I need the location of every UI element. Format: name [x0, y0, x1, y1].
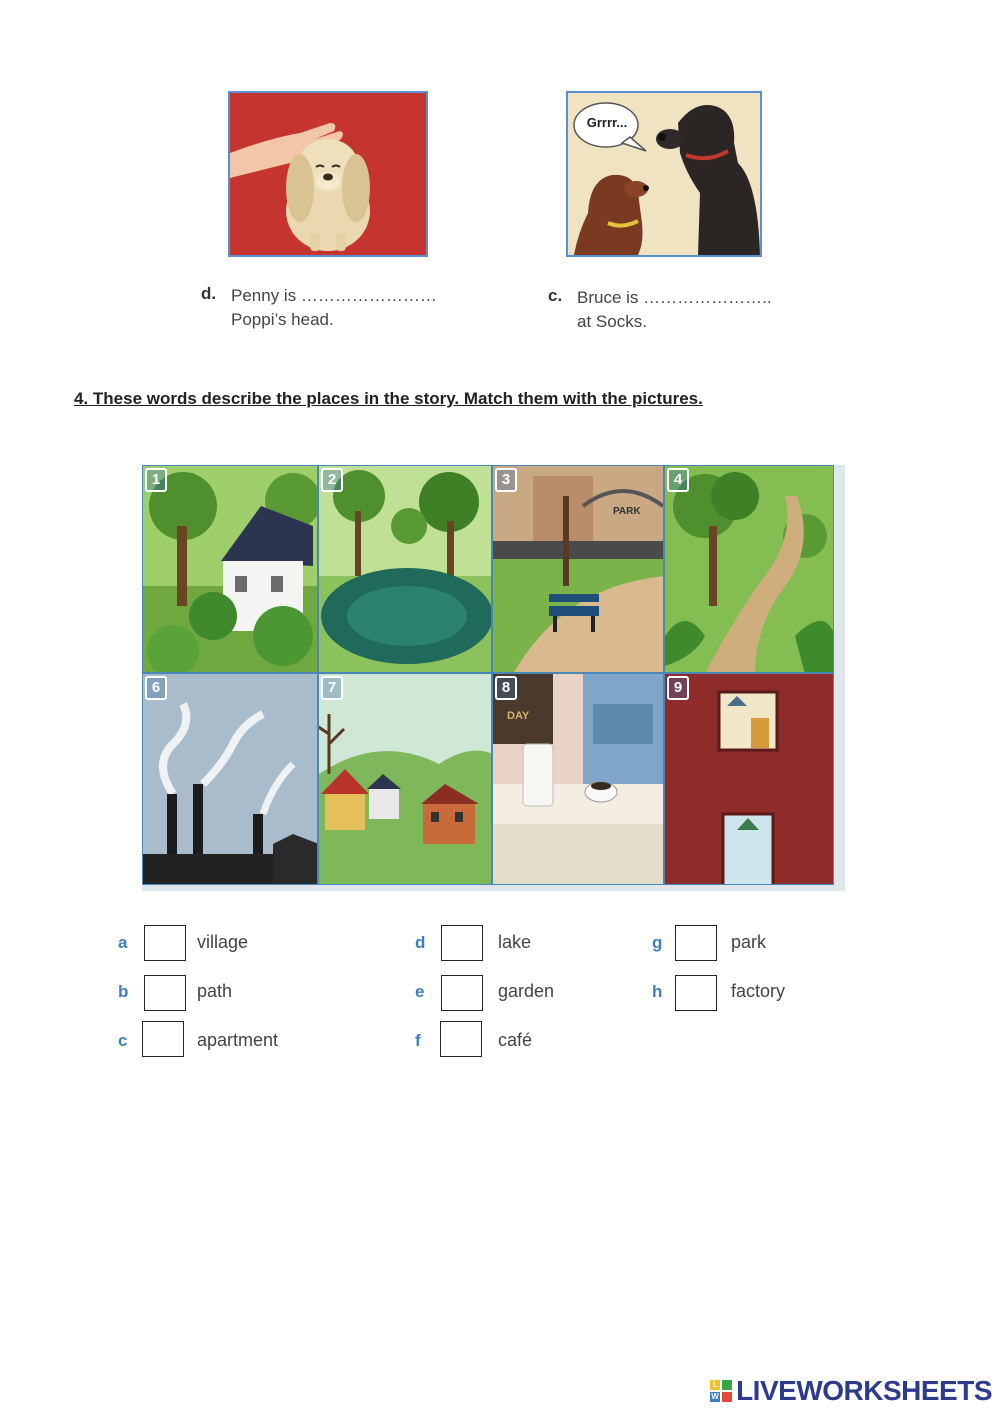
answer-g-letter: g [652, 933, 663, 952]
answer-h-box[interactable] [675, 975, 717, 1011]
answer-a-letter: a [118, 933, 128, 952]
answer-f-box[interactable] [440, 1021, 482, 1057]
grid-cell-8 [492, 673, 664, 885]
answer-b-letter: b [118, 982, 129, 1001]
question-c-line1: Bruce is ………………….. [577, 288, 772, 307]
answer-a-box[interactable] [144, 925, 186, 961]
answer-e-box[interactable] [441, 975, 483, 1011]
logo-mark-icon: L W [710, 1380, 732, 1402]
grid-cell-7 [318, 673, 492, 885]
grid-number-9: 9 [667, 676, 689, 700]
grid-number-8: 8 [495, 676, 517, 700]
liveworksheets-logo [710, 1377, 992, 1405]
answer-a-word: village [197, 932, 249, 952]
village-house-scene [143, 466, 318, 673]
answer-b-word: path [197, 981, 233, 1001]
dog-pat-illustration [230, 93, 426, 255]
answer-g-word: park [731, 932, 767, 952]
question-d-line1: Penny is …………………… [231, 286, 437, 305]
cafe-scene [493, 674, 664, 885]
answer-d-word: lake [498, 932, 532, 952]
grid-number-7: 7 [321, 676, 343, 700]
answer-f-letter: f [415, 1031, 421, 1050]
answer-e-word: garden [498, 981, 555, 1001]
speech-bubble-text: Grrrr... [586, 115, 628, 130]
grid-number-2: 2 [321, 468, 343, 492]
village-houses-scene [319, 674, 492, 885]
logo-text: LIVEWORKSHEETS [736, 1375, 992, 1406]
cafe-sign-text: DAY [507, 710, 530, 722]
question-d-line2: Poppi’s head. [231, 310, 334, 329]
grid-number-6: 6 [145, 676, 167, 700]
answer-d-box[interactable] [441, 925, 483, 961]
apartment-scene [665, 674, 834, 885]
grid-number-3: 3 [495, 468, 517, 492]
grid-cell-4 [664, 465, 834, 673]
picture-dogs-growl [566, 91, 762, 257]
path-scene [665, 466, 834, 673]
park-sign-text: PARK [613, 506, 641, 517]
picture-dog-pat [228, 91, 428, 257]
answer-g-box[interactable] [675, 925, 717, 961]
answer-h-word: factory [731, 981, 786, 1001]
grid-cell-6 [142, 673, 318, 885]
answer-f-word: café [498, 1030, 533, 1050]
grid-number-1: 1 [145, 468, 167, 492]
question-c-line2: at Socks. [577, 312, 647, 331]
question-c-letter: c. [548, 286, 563, 305]
answer-b-box[interactable] [144, 975, 186, 1011]
grid-cell-1 [142, 465, 318, 673]
factory-scene [143, 674, 318, 885]
answer-h-letter: h [652, 982, 663, 1001]
question-d-letter: d. [201, 284, 217, 303]
answer-c-word: apartment [197, 1030, 279, 1050]
answer-e-letter: e [415, 982, 425, 1001]
answer-c-box[interactable] [142, 1021, 184, 1057]
park-bench-scene [493, 466, 664, 673]
places-picture-grid [142, 465, 845, 891]
grid-cell-3 [492, 465, 664, 673]
grid-number-4: 4 [667, 468, 689, 492]
task-title: 4. These words describe the places in the story. Match them with the pictures. [74, 389, 703, 408]
lake-scene [319, 466, 492, 673]
grid-cell-2 [318, 465, 492, 673]
answer-c-letter: c [118, 1031, 128, 1050]
answer-d-letter: d [415, 933, 426, 952]
grid-cell-9 [664, 673, 834, 885]
